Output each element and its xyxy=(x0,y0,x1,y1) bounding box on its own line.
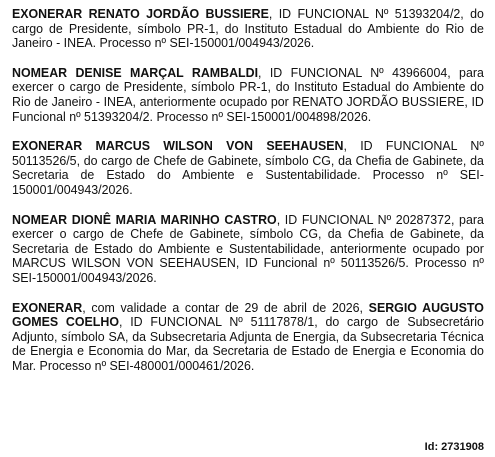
paragraph-lead: NOMEAR DIONÊ MARIA MARINHO CASTRO xyxy=(12,211,277,227)
paragraph-lead: EXONERAR MARCUS WILSON VON SEEHAUSEN xyxy=(12,138,344,154)
paragraph-exonerar-sergio xyxy=(12,301,484,374)
paragraph-exonerar-renato xyxy=(12,7,484,51)
document-id: Id: 2731908 xyxy=(424,441,484,453)
paragraph-nomear-dione xyxy=(12,213,484,286)
paragraph-lead: NOMEAR DENISE MARÇAL RAMBALDI xyxy=(12,64,259,80)
paragraph-text: , com validade a contar de 29 de abril de 2026, xyxy=(82,299,369,315)
paragraph-text: , ID FUNCIONAL Nº 43966004, para exercer o cargo de Presidente, símbolo PR-1, do Instituto Estadual do Ambiente do Rio de Janeiro - INEA, anteriormente ocupado por RENATO JORDÃO BUSSIERE, ID Funcional nº 51393204/2. Processo nº SEI-150001/004898/2026. xyxy=(12,64,484,124)
paragraph-text: , ID FUNCIONAL Nº 50113526/5, do cargo de Chefe de Gabinete, símbolo CG, da Chefia de Gabinete, da Secretaria de Estado do Ambiente e Sustentabilidade. Processo nº SEI-150001/004943/2026. xyxy=(12,138,484,197)
paragraph-lead-name: SERGIO AUGUSTO GOMES COELHO xyxy=(12,299,484,330)
document-body xyxy=(12,7,484,388)
paragraph-text: , ID FUNCIONAL Nº 51393204/2, do cargo de Presidente, símbolo PR-1, do Instituto Estadual do Ambiente do Rio de Janeiro - INEA. Processo nº SEI-150001/004943/2026. xyxy=(12,6,484,51)
paragraph-exonerar-marcus xyxy=(12,139,484,197)
paragraph-text: , ID FUNCIONAL Nº 20287372, para exercer o cargo de Chefe de Gabinete, símbolo CG, da Chefia de Gabinete, da Secretaria de Estado do Ambiente e Sustentabilidade, anteriormente ocupado por MARCUS WILSON VON SEEHAUSEN, ID Funcional nº 50113526/5. Processo nº SEI-150001/004943/2026. xyxy=(12,211,484,285)
paragraph-nomear-denise xyxy=(12,66,484,124)
paragraph-lead: EXONERAR RENATO JORDÃO BUSSIERE xyxy=(12,6,269,21)
paragraph-text-rest: , ID FUNCIONAL Nº 51117878/1, do cargo de Subsecretário Adjunto, símbolo SA, da Subsecretaria Adjunta de Energia, da Subsecretaria Técnica de Energia e Economia do Mar, da Secretaria de Estado de Energia e Economia do Mar. Processo nº SEI-480001/000461/2026. xyxy=(12,314,484,373)
paragraph-lead: EXONERAR xyxy=(12,299,83,315)
